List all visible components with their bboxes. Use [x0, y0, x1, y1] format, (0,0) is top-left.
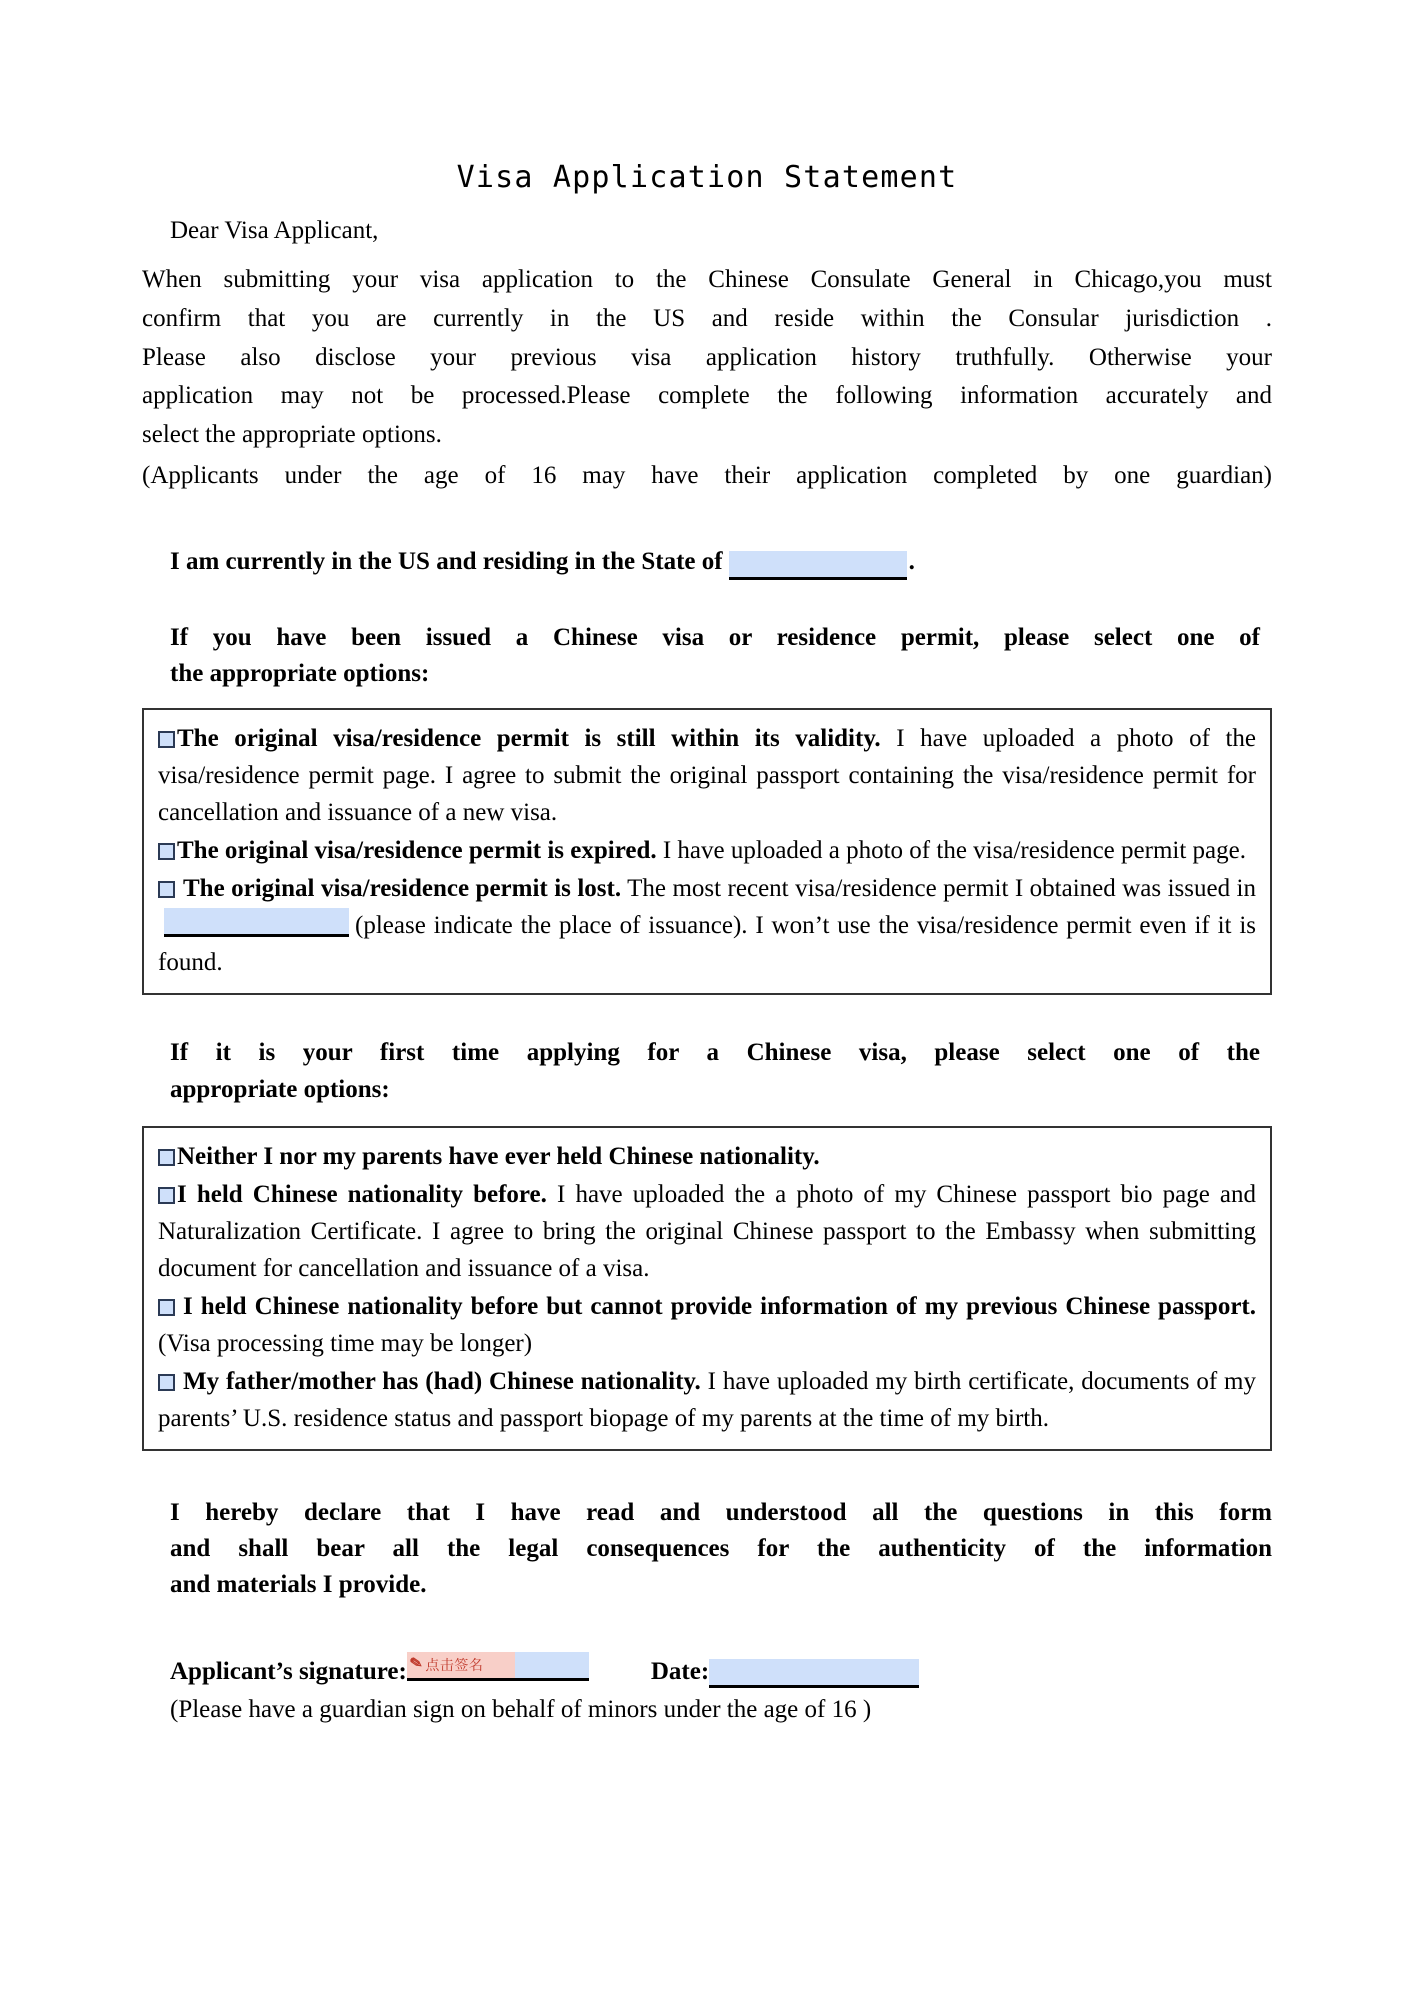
checkbox-parent-chinese-nationality[interactable]	[158, 1374, 175, 1391]
checkbox-never-chinese-nationality[interactable]	[158, 1149, 175, 1166]
option-visa-expired[interactable]	[158, 832, 1256, 869]
document-body	[142, 0, 1272, 1726]
signature-footnote: (Please have a guardian sign on behalf of minors under the age of 16 )	[170, 1695, 872, 1723]
intro-paragraph	[142, 243, 1272, 455]
section-issued-heading-line-2: the appropriate options:	[170, 660, 430, 687]
date-label: Date:	[650, 1657, 710, 1685]
intro-line-5: select the appropriate options.	[142, 421, 442, 448]
option-visa-lost-text-before: The most recent visa/residence permit I obtained was issued in	[621, 875, 1256, 903]
guardian-note: (Applicants under the age of 16 may have their application completed by one guardian)	[142, 461, 1272, 489]
state-input[interactable]	[729, 551, 907, 580]
intro-line-4: application may not be processed.Please complete the following information accurately and	[142, 382, 1272, 410]
option-parent-chinese-nationality-bold: My father/mother has (had) Chinese nationality.	[183, 1367, 701, 1395]
section-issued-heading	[142, 620, 1272, 693]
option-parent-chinese-nationality[interactable]	[158, 1363, 1256, 1437]
checkbox-held-nationality-before[interactable]	[158, 1187, 175, 1204]
page-title: Visa Application Statement	[456, 160, 958, 195]
option-held-nationality-no-info-text: (Visa processing time may be longer)	[158, 1329, 533, 1357]
option-held-nationality-before-bold: I held Chinese nationality before.	[177, 1180, 547, 1208]
section-first-time-heading-line-2: appropriate options:	[170, 1075, 390, 1103]
salutation: Dear Visa Applicant,	[170, 217, 379, 244]
declaration-line-1: I hereby declare that I have read and understood all the questions in this form	[170, 1498, 1272, 1526]
option-never-chinese-nationality-bold: Neither I nor my parents have ever held Chinese nationality.	[177, 1142, 820, 1170]
signature-field-wrapper	[407, 1652, 589, 1686]
place-of-issuance-input[interactable]	[164, 908, 349, 937]
intro-line-3: Please also disclose your previous visa application history truthfully. Otherwise your	[142, 343, 1272, 371]
checkbox-held-nationality-no-info[interactable]	[158, 1299, 175, 1316]
declaration-line-3: and materials I provide.	[170, 1571, 427, 1599]
option-held-nationality-before[interactable]	[158, 1176, 1256, 1287]
option-held-nationality-no-info[interactable]	[158, 1288, 1256, 1362]
section-issued-options-box	[142, 708, 1272, 995]
option-visa-valid[interactable]	[158, 720, 1256, 831]
checkbox-visa-lost[interactable]	[158, 881, 175, 898]
option-visa-lost[interactable]	[158, 870, 1256, 981]
signature-input[interactable]	[407, 1652, 589, 1681]
checkbox-visa-valid[interactable]	[158, 731, 175, 748]
option-visa-expired-bold: The original visa/residence permit is expired.	[177, 837, 657, 865]
option-visa-lost-text-after: (please indicate the place of issuance). I won’t use the visa/residence permit even if it is found.	[158, 912, 1256, 977]
state-statement-label: I am currently in the US and residing in the State of	[170, 547, 723, 575]
option-parent-chinese-nationality-text: I have uploaded my birth certificate, documents of my parents’ U.S. residence status and passport biopage of my parents at the time of my birth.	[158, 1367, 1256, 1432]
section-first-time-options-box	[142, 1126, 1272, 1451]
option-visa-expired-text: I have uploaded a photo of the visa/residence permit page.	[656, 837, 1246, 865]
state-statement-row	[142, 544, 1272, 580]
section-issued-heading-line-1: If you have been issued a Chinese visa or residence permit, please select one of	[170, 623, 1260, 651]
pen-icon: ✎	[408, 1655, 424, 1673]
signature-stamp-label: 点击签名	[425, 1657, 484, 1674]
option-visa-valid-text: I have uploaded a photo of the visa/residence permit page. I agree to submit the original passport containing the visa/residence permit for cancellation and issuance of a new visa.	[158, 725, 1256, 827]
declaration-paragraph	[142, 1451, 1272, 1604]
date-input[interactable]	[709, 1659, 919, 1688]
state-statement-period: .	[908, 547, 915, 575]
signature-row	[142, 1604, 1272, 1686]
intro-line-1: When submitting your visa application to the Chinese Consulate General in Chicago,you must	[142, 266, 1272, 293]
declaration-line-2: and shall bear all the legal consequences for the authenticity of the information	[170, 1535, 1272, 1562]
option-visa-valid-bold: The original visa/residence permit is still within its validity.	[177, 725, 881, 753]
option-held-nationality-no-info-bold: I held Chinese nationality before but cannot provide information of my previous Chinese passport.	[183, 1292, 1256, 1320]
section-first-time-heading-line-1: If it is your first time applying for a Chinese visa, please select one of the	[170, 1039, 1260, 1067]
option-visa-lost-bold: The original visa/residence permit is lost.	[183, 875, 622, 903]
intro-line-2: confirm that you are currently in the US and reside within the Consular jurisdiction .	[142, 304, 1272, 332]
option-never-chinese-nationality[interactable]	[158, 1138, 1256, 1175]
section-first-time-heading	[142, 1035, 1272, 1108]
signature-label: Applicant’s signature:	[170, 1657, 407, 1685]
checkbox-visa-expired[interactable]	[158, 843, 175, 860]
option-held-nationality-before-text: I have uploaded the a photo of my Chinese passport bio page and Naturalization Certificate. I agree to bring the original Chinese passport to the Embassy when submitting document for cancellation and issuance of a visa.	[158, 1180, 1256, 1282]
